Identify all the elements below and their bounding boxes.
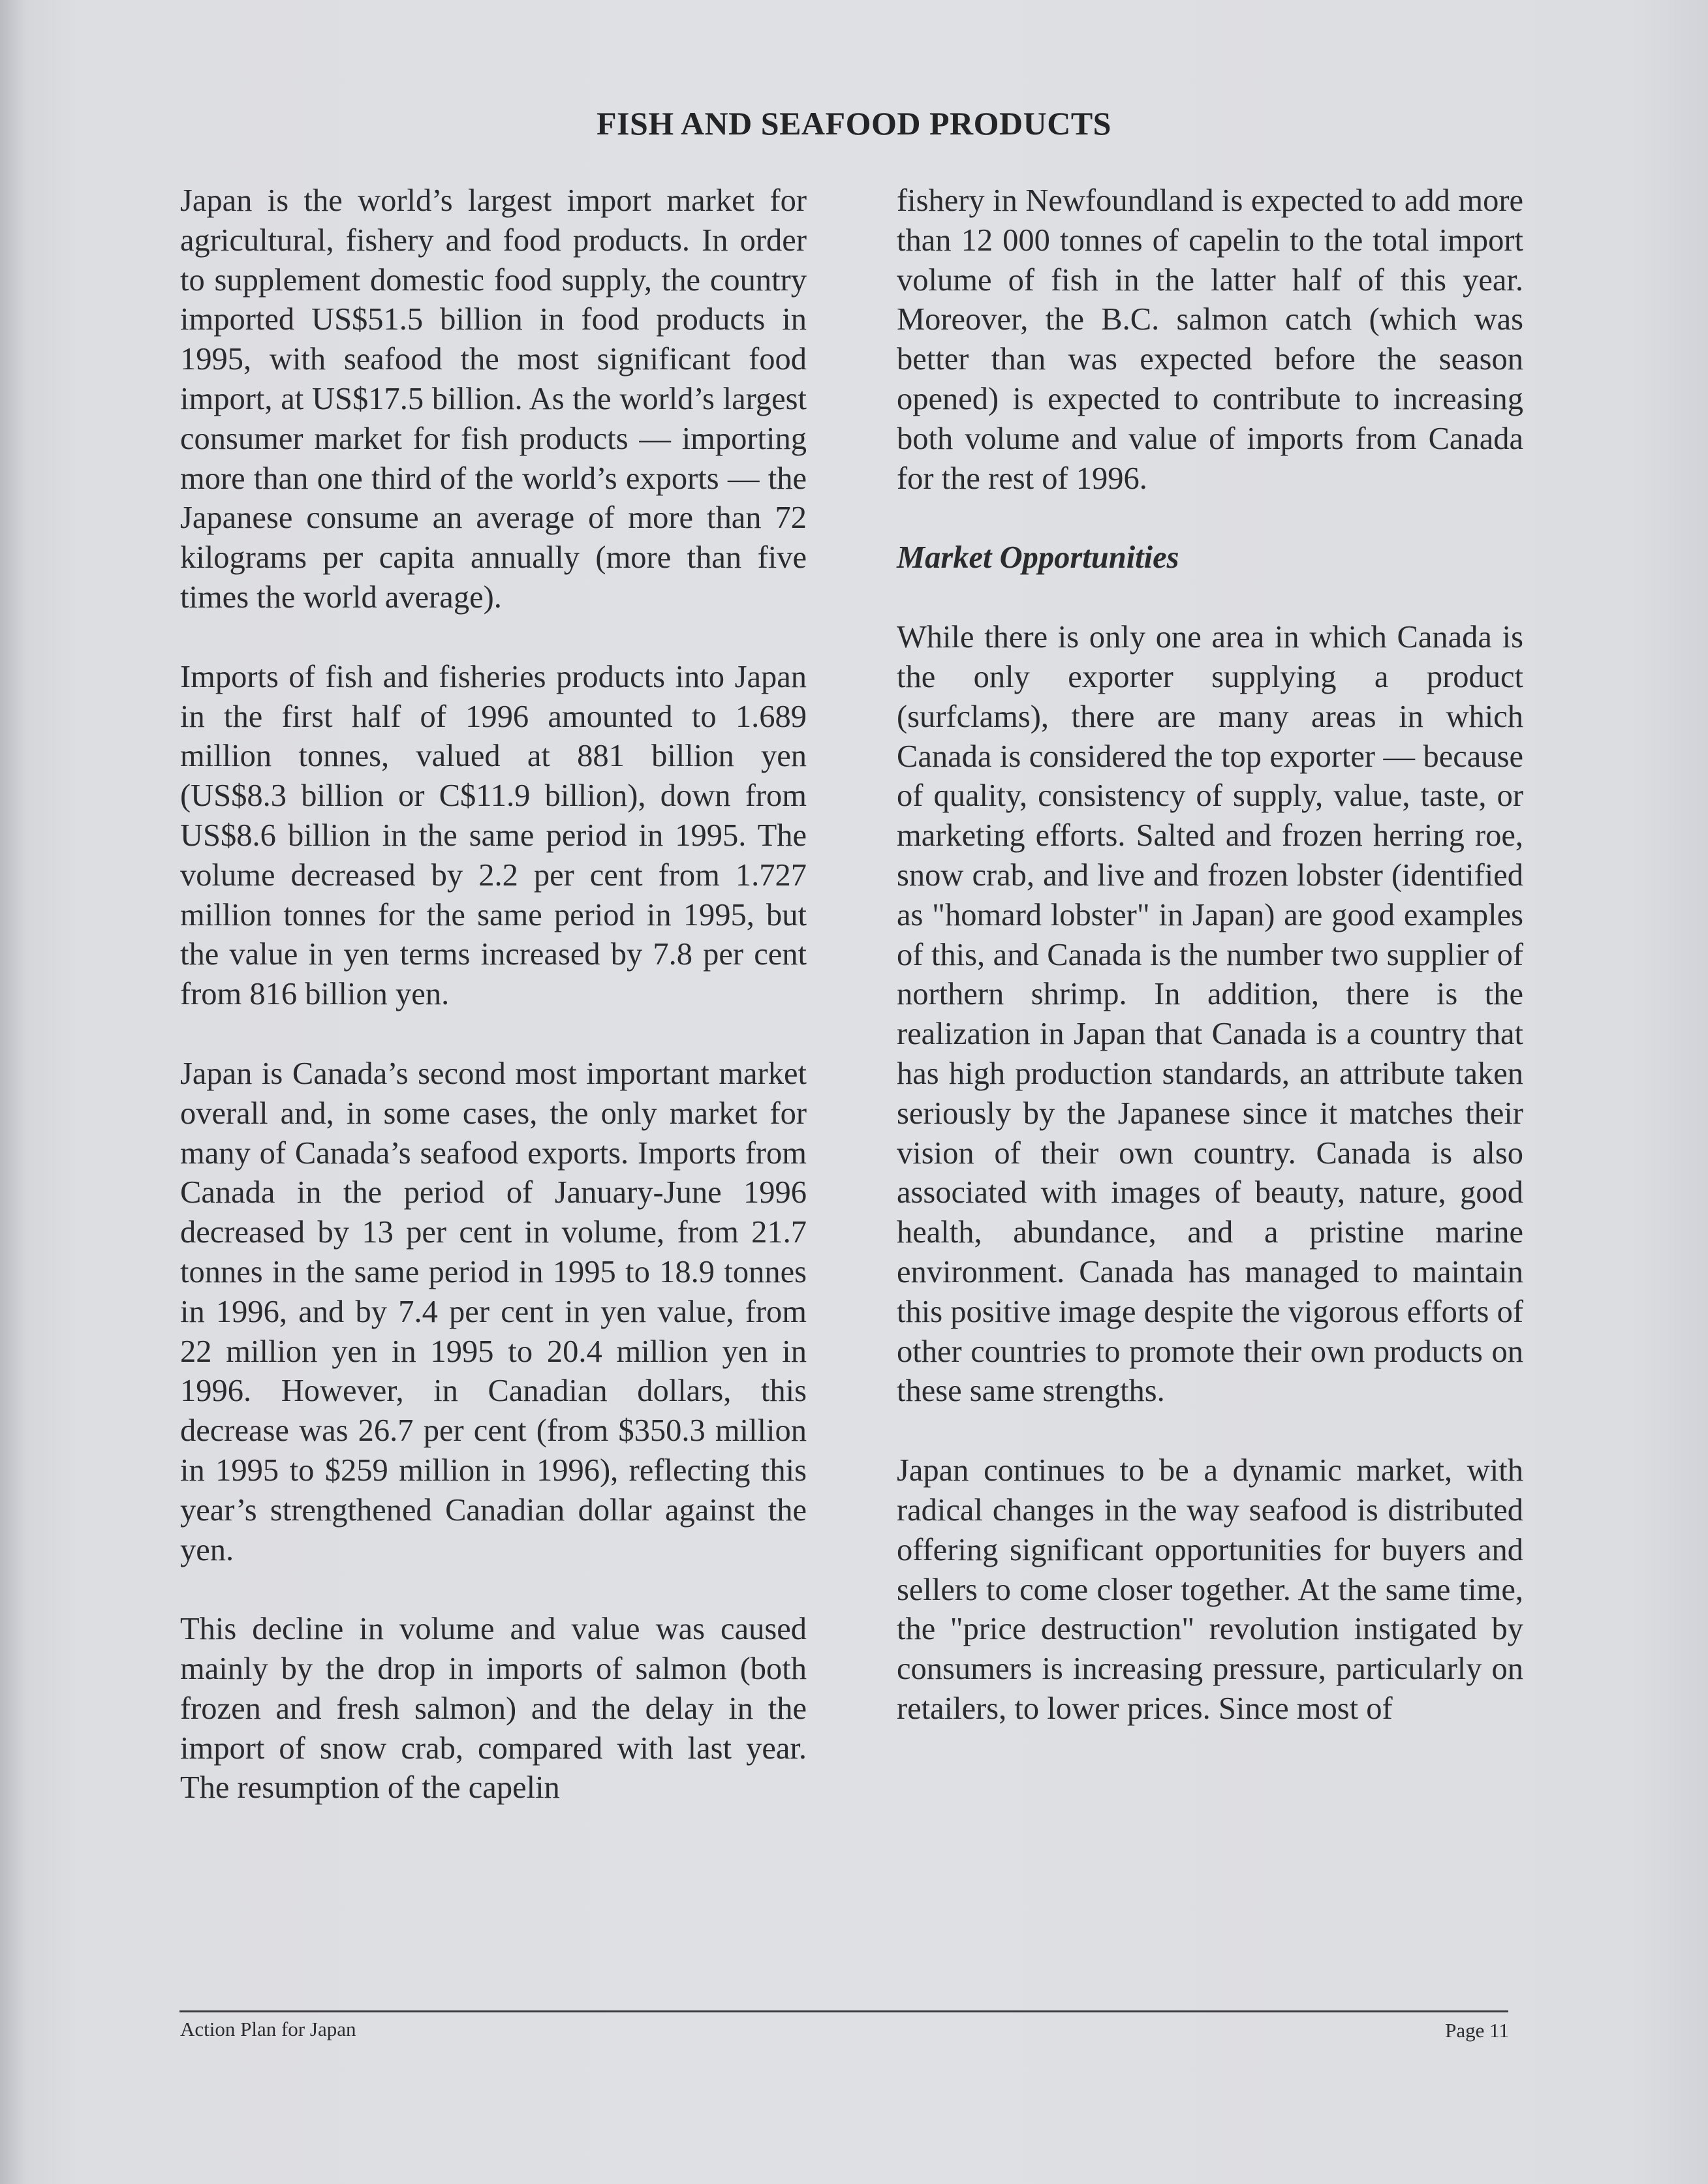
paragraph-import-market: Japan is the world’s largest import market for agricultural, fishery and food products. In order to supplement domestic food supply, the country imported US$51.5 billion in food products in 1995, with seafood the most significant food import, at US$17.5 billion. As the world’s largest consumer market for fish products — importing more than one third of the world’s exports — the Japanese consume an average of more than 72 kilograms per capita annually (more than five times the world average). (180, 183, 807, 615)
footer-page-number: Page 11 (1445, 2019, 1509, 2042)
paragraph-imports-first-half: Imports of fish and fisheries products into Japan in the first half of 1996 amounted to 1.689 million tonnes, valued at 881 billion yen (US$8.3 billion or C$11.9 billion), down from US$8.6 billion in the same period in 1995. The volume decreased by 2.2 per cent from 1.727 million tonnes for the same period in 1995, but the value in yen terms increased by 7.8 per cent from 816 billion yen. (180, 659, 807, 1012)
paragraph-continuation: fishery in Newfoundland is expected to add more than 12 000 tonnes of capelin to the total import volume of fish in the latter half of this year. Moreover, the B.C. salmon catch (which was better than was expected before the season opened) is expected to contribute to increasing both volume and value of imports from Canada for the rest of 1996. (897, 183, 1523, 496)
left-column (180, 181, 807, 1808)
right-column (897, 181, 1523, 1729)
paragraph-dynamic-market: Japan continues to be a dynamic market, with radical changes in the way seafood is distributed offering significant opportunities for buyers and sellers to come closer together. At the same time, the "price destruction" revolution instigated by consumers is increasing pressure, particularly on retailers, to lower prices. Since most of (897, 1453, 1523, 1726)
paragraph-top-exporter: While there is only one area in which Canada is the only exporter supplying a product (surfclams), there are many areas in which Canada is considered the top exporter — because of quality, consistency of supply, value, taste, or marketing efforts. Salted and frozen herring roe, snow crab, and live and frozen lobster (identified as "homard lobster" in Japan) are good examples of this, and Canada is the number two supplier of northern shrimp. In addition, there is the realization in Japan that Canada is a country that has high production standards, an attribute taken seriously by the Japanese since it matches their vision of their own country. Canada is also associated with images of beauty, nature, good health, abundance, and a pristine marine environment. Canada has managed to maintain this positive image despite the vigorous efforts of other countries to promote their own products on these same strengths. (897, 620, 1523, 1409)
page-title: FISH AND SEAFOOD PRODUCTS (597, 105, 1111, 142)
footer-divider (179, 2010, 1508, 2012)
section-heading-market-opportunities: Market Opportunities (897, 540, 1179, 576)
paragraph-canada-market: Japan is Canada’s second most important market overall and, in some cases, the only market for many of Canada’s seafood exports. Imports from Canada in the period of January-June 1996 decreased by 13 per cent in volume, from 21.7 tonnes in the same period in 1995 to 18.9 tonnes in 1996, and by 7.4 per cent in yen value, from 22 million yen in 1995 to 20.4 million yen in 1996. However, in Canadian dollars, this decrease was 26.7 per cent (from $350.3 million in 1995 to $259 million in 1996), reflecting this year’s strengthened Canadian dollar against the yen. (180, 1056, 807, 1567)
paragraph-decline: This decline in volume and value was caused mainly by the drop in imports of salmon (both frozen and fresh salmon) and the delay in the import of snow crab, compared with last year. The resumption of the capelin (180, 1612, 807, 1806)
footer-document-title: Action Plan for Japan (180, 2018, 356, 2040)
